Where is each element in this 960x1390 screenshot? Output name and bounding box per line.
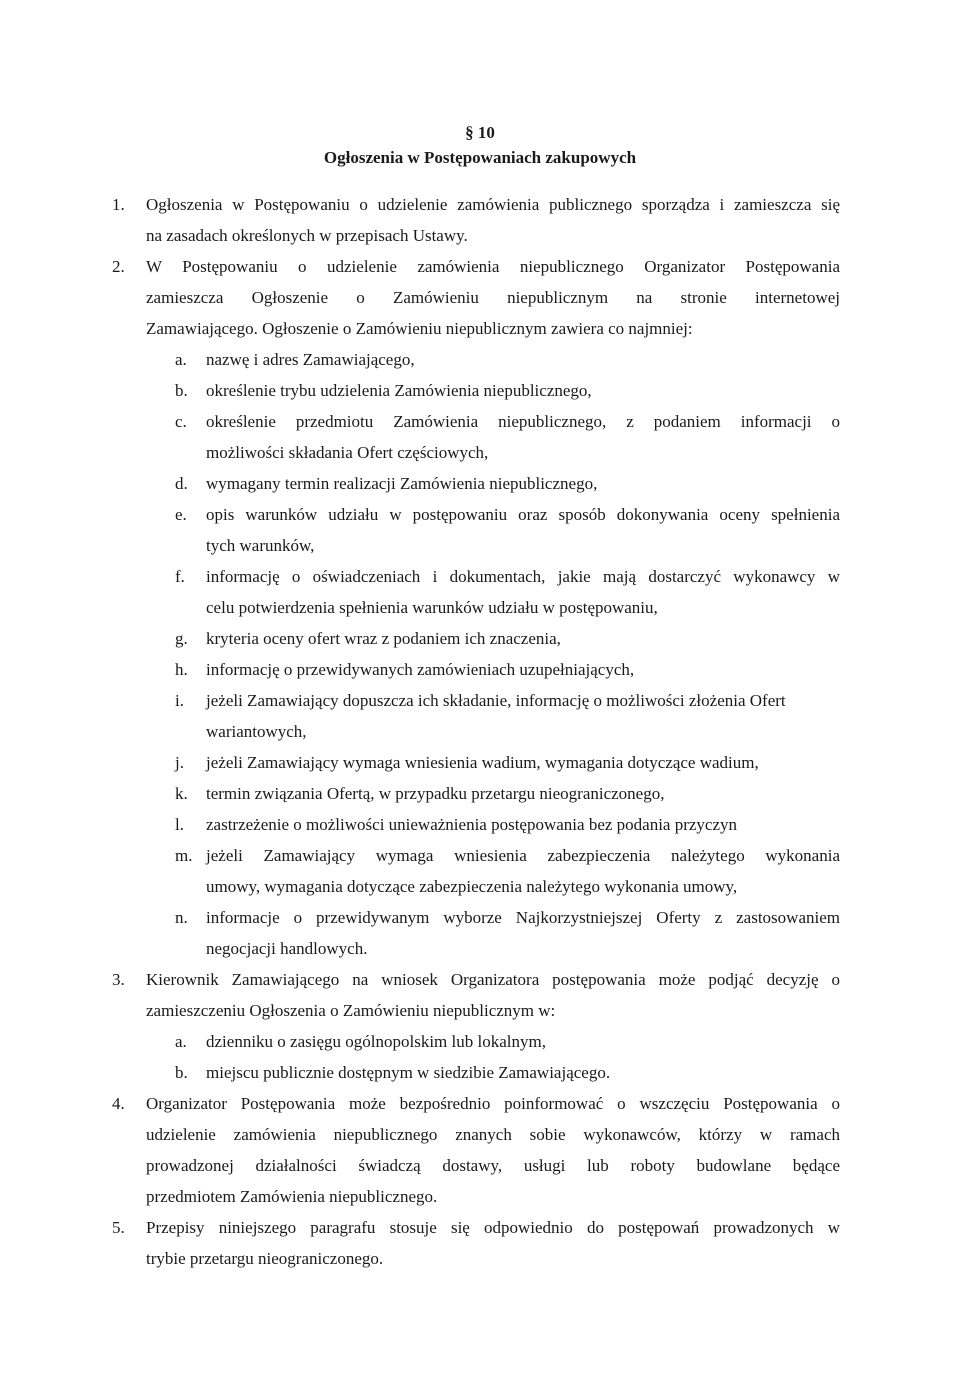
list-item-a [175, 344, 840, 375]
list-letter: b. [175, 1063, 188, 1082]
list-item-f [112, 561, 840, 623]
paragraph-text: W Postępowaniu o udzielenie zamówienia niepublicznego Organizator Postępowania [146, 257, 840, 276]
list-item-m [112, 840, 840, 902]
list-letter: c. [175, 412, 187, 431]
list-line [175, 685, 840, 716]
paragraph-line [112, 189, 840, 220]
list-letter: l. [175, 815, 184, 834]
list-item-k [175, 778, 840, 809]
list-letter: f. [175, 567, 185, 586]
paragraph-number: 3. [112, 970, 125, 989]
list-text: jeżeli Zamawiający wymaga wniesienia zabezpieczenia należytego wykonania [206, 846, 840, 865]
list-text: miejscu publicznie dostępnym w siedzibie Zamawiającego. [206, 1063, 611, 1082]
list-item-a [175, 1026, 840, 1057]
list-text: zastrzeżenie o możliwości unieważnienia postępowania bez podania przyczyn [206, 815, 738, 834]
paragraph-line: prowadzonej działalności świadczą dostawy, usługi lub roboty budowlane będące [146, 1156, 840, 1175]
list-text: nazwę i adres Zamawiającego, [206, 350, 415, 369]
list-item-d [175, 468, 840, 499]
list-line: możliwości składania Ofert częściowych, [206, 443, 489, 462]
paragraph-line: zamieszcza Ogłoszenie o Zamówieniu niepublicznym na stronie internetowej [146, 288, 840, 307]
paragraph-number: 2. [112, 257, 125, 276]
list-line [175, 902, 840, 933]
paragraph-line [112, 251, 840, 282]
list-item-b [175, 375, 840, 406]
paragraph-text: Przepisy niniejszego paragrafu stosuje się odpowiednio do postępowań prowadzonych w [146, 1218, 840, 1237]
paragraph-line: zamieszczeniu Ogłoszenia o Zamówieniu niepublicznym w: [146, 1001, 556, 1020]
list-letter: h. [175, 660, 188, 679]
list-item-n [112, 902, 840, 964]
list-item-c [112, 406, 840, 468]
list-letter: e. [175, 505, 187, 524]
paragraph-line [112, 1088, 840, 1119]
paragraph-line: na zasadach określonych w przepisach Ustawy. [146, 226, 468, 245]
paragraph-number: 4. [112, 1094, 125, 1113]
list-item-l [175, 809, 840, 840]
list-letter: k. [175, 784, 188, 803]
paragraph-line: Zamawiającego. Ogłoszenie o Zamówieniu niepublicznym zawiera co najmniej: [146, 319, 693, 338]
list-letter: d. [175, 474, 188, 493]
list-text: określenie trybu udzielenia Zamówienia niepublicznego, [206, 381, 592, 400]
list-line: wariantowych, [206, 722, 307, 741]
list-text: kryteria oceny ofert wraz z podaniem ich znaczenia, [206, 629, 561, 648]
paragraph-line: przedmiotem Zamówienia niepublicznego. [146, 1187, 438, 1206]
paragraph-line [112, 1212, 840, 1243]
paragraph-4 [112, 1088, 840, 1212]
list-text: informację o oświadczeniach i dokumentach, jakie mają dostarczyć wykonawcy w [206, 567, 840, 586]
paragraph-line [112, 964, 840, 995]
list-letter: b. [175, 381, 188, 400]
list-line: celu potwierdzenia spełnienia warunków udziału w postępowaniu, [206, 598, 658, 617]
section-title: Ogłoszenia w Postępowaniach zakupowych [323, 148, 637, 167]
section-number: § 10 [465, 123, 495, 142]
list-item-e [112, 499, 840, 561]
list-text: jeżeli Zamawiający dopuszcza ich składanie, informację o możliwości złożenia Ofert [206, 691, 786, 710]
list-item-h [175, 654, 840, 685]
paragraph-line: udzielenie zamówienia niepublicznego znanych sobie wykonawców, którzy w ramach [146, 1125, 840, 1144]
list-letter: j. [175, 753, 184, 772]
list-letter: a. [175, 350, 187, 369]
paragraph-text: Kierownik Zamawiającego na wniosek Organizatora postępowania może podjąć decyzję o [146, 970, 840, 989]
list-letter: a. [175, 1032, 187, 1051]
list-text: opis warunków udziału w postępowaniu oraz sposób dokonywania oceny spełnienia [206, 505, 840, 524]
paragraph-1 [112, 189, 840, 251]
paragraph-number: 5. [112, 1218, 125, 1237]
list-text: określenie przedmiotu Zamówienia niepublicznego, z podaniem informacji o [206, 412, 840, 431]
paragraph-5 [112, 1212, 840, 1274]
list-letter: m. [175, 846, 193, 865]
list-item-i [112, 685, 840, 747]
paragraph-text: Ogłoszenia w Postępowaniu o udzielenie zamówienia publicznego sporządza i zamieszcza się [146, 195, 840, 214]
list-text: termin związania Ofertą, w przypadku przetargu nieograniczonego, [206, 784, 665, 803]
list-item-j [175, 747, 840, 778]
document-body [112, 189, 840, 1274]
paragraph-3 [112, 964, 840, 1088]
list-item-g [175, 623, 840, 654]
list-text: informację o przewidywanych zamówieniach uzupełniających, [206, 660, 635, 679]
list-letter: n. [175, 908, 188, 927]
list-line [175, 406, 840, 437]
list-text: wymagany termin realizacji Zamówienia niepublicznego, [206, 474, 598, 493]
list-letter: i. [175, 691, 184, 710]
list-line: negocjacji handlowych. [206, 939, 368, 958]
list-line: tych warunków, [206, 536, 315, 555]
paragraph-line: trybie przetargu nieograniczonego. [146, 1249, 384, 1268]
list-text: dzienniku o zasięgu ogólnopolskim lub lokalnym, [206, 1032, 546, 1051]
list-line [175, 499, 840, 530]
paragraph-2 [112, 251, 840, 964]
list-letter: g. [175, 629, 188, 648]
list-text: informacje o przewidywanym wyborze Najkorzystniejszej Oferty z zastosowaniem [206, 908, 840, 927]
list-line: umowy, wymagania dotyczące zabezpieczenia należytego wykonania umowy, [206, 877, 738, 896]
list-item-b [175, 1057, 840, 1088]
list-line [175, 561, 840, 592]
list-text: jeżeli Zamawiający wymaga wniesienia wadium, wymagania dotyczące wadium, [206, 753, 759, 772]
paragraph-number: 1. [112, 195, 125, 214]
paragraph-text: Organizator Postępowania może bezpośrednio poinformować o wszczęciu Postępowania o [146, 1094, 840, 1113]
list-line [175, 840, 840, 871]
